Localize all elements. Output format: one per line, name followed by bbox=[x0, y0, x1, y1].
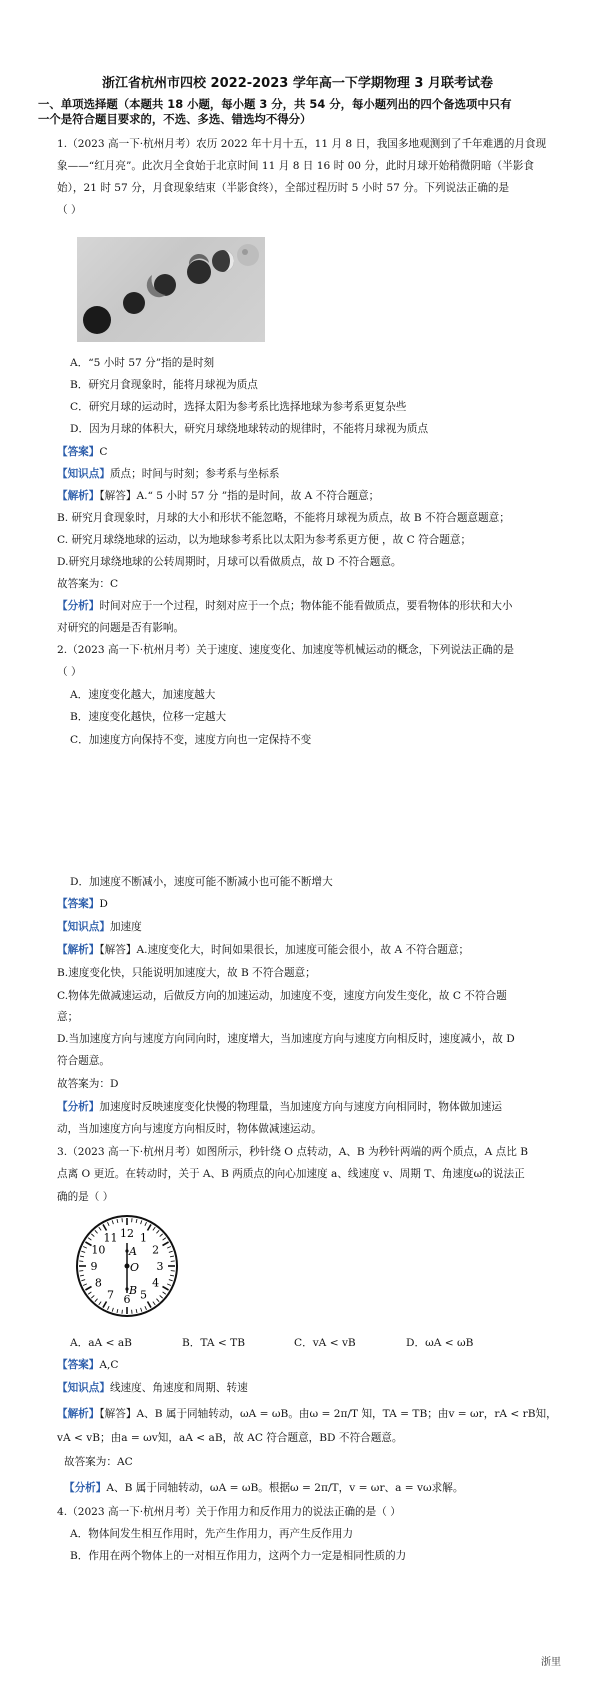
clock-tick bbox=[91, 1234, 94, 1237]
q3-summary-line-1 bbox=[64, 1481, 463, 1495]
q3-option-d: D．ωA < ωB bbox=[406, 1337, 474, 1349]
clock-tick bbox=[170, 1256, 174, 1257]
answer-tag: 【答案】 bbox=[57, 898, 100, 910]
clock-numeral: 8 bbox=[94, 1276, 102, 1290]
clock-tick bbox=[160, 1234, 163, 1237]
q4-stem-line-1: 4.（2023 高一下·杭州月考）关于作用力和反作用力的说法正确的是（ ） bbox=[57, 1506, 401, 1518]
q3-final-answer: 故答案为：AC bbox=[64, 1456, 133, 1468]
lunar-eclipse-photo bbox=[77, 237, 265, 342]
clock-numeral: 5 bbox=[140, 1288, 147, 1302]
q1-option-b: B．研究月食现象时，能将月球视为质点 bbox=[70, 379, 258, 391]
q3-stem-line-3: 确的是（ ） bbox=[57, 1191, 114, 1203]
analysis-tag: 【解析】 bbox=[57, 944, 100, 956]
q1-option-c: C．研究月球的运动时，选择太阳为参考系比选择地球为参考系更复杂些 bbox=[70, 401, 407, 413]
answer-value: D bbox=[99, 898, 108, 910]
clock-tick bbox=[117, 1219, 118, 1223]
clock-tick bbox=[136, 1219, 137, 1223]
clock-numeral: 6 bbox=[123, 1293, 131, 1306]
q2-stem-line-1: 2.（2023 高一下·杭州月考）关于速度、速度变化、加速度等机械运动的概念，下列说法正确的是 bbox=[57, 644, 514, 656]
q1-stem-line-2: 象——“红月亮”。此次月全食始于北京时间 11 月 8 日 16 时 00 分，此时月球开始稍微阴暗（半影食 bbox=[57, 160, 534, 172]
clock-tick bbox=[103, 1302, 107, 1308]
clock-tick bbox=[85, 1287, 91, 1291]
clock-tick bbox=[99, 1302, 101, 1305]
q3-analysis-line-2: vA < vB；由a = ωv知，aA < aB，故 AC 符合题意，BD 不符合题意。 bbox=[57, 1432, 403, 1444]
q1-summary-line-2: 对研究的问题是否有影响。 bbox=[57, 622, 185, 634]
clock-tick bbox=[163, 1287, 169, 1291]
q2-analysis-line-4b: 符合题意。 bbox=[57, 1055, 110, 1067]
q1-option-d: D．因为月球的体积大，研究月球绕地球转动的规律时，不能将月球视为质点 bbox=[70, 423, 429, 435]
knowledge-value: 加速度 bbox=[109, 921, 142, 933]
q2-option-c: C．加速度方向保持不变，速度方向也一定保持不变 bbox=[70, 734, 312, 746]
answer-tag: 【答案】 bbox=[57, 1359, 100, 1371]
point-b-label: B bbox=[129, 1284, 138, 1297]
q1-stem-line-3: 始），21 时 57 分，月食现象结束（半影食终），全部过程历时 5 小时 57 分。下列说法正确的是 bbox=[57, 182, 510, 194]
clock-tick bbox=[95, 1299, 98, 1302]
q1-stem-line-1: 1.（2023 高一下·杭州月考）农历 2022 年十月十五，11 月 8 日，我国多地观测到了千年难遇的月食现 bbox=[57, 138, 547, 150]
clock-tick bbox=[169, 1280, 173, 1281]
analysis-text: 【解答】A.速度变化大，时间如果很长，加速度可能会很小，故 A 不符合题意； bbox=[99, 944, 470, 956]
knowledge-value: 线速度、角速度和周期、转速 bbox=[109, 1382, 248, 1394]
clock-numeral: 12 bbox=[120, 1227, 134, 1240]
clock-tick bbox=[170, 1275, 174, 1276]
q3-knowledge-point bbox=[57, 1381, 248, 1395]
q1-analysis-line-4: D.研究月球绕地球的公转周期时，月球可以看做质点，故 D 不符合题意。 bbox=[57, 556, 402, 568]
q3-answer bbox=[57, 1358, 119, 1372]
knowledge-tag: 【知识点】 bbox=[57, 921, 110, 933]
q3-option-b: B．TA < TB bbox=[182, 1337, 245, 1349]
clock-tick bbox=[169, 1251, 173, 1252]
q2-analysis-line-1 bbox=[57, 943, 469, 957]
section-heading-line-1: 一、单项选择题（本题共 18 小题，每小题 3 分，共 54 分，每小题列出的四个备选项中只有 bbox=[38, 97, 512, 111]
q3-option-c: C．vA < vB bbox=[294, 1337, 356, 1349]
clock-numeral: 2 bbox=[152, 1243, 160, 1257]
clock-tick bbox=[80, 1275, 84, 1276]
clock-tick bbox=[136, 1309, 137, 1313]
document-title: 浙江省杭州市四校 2022-2023 学年高一下学期物理 3 月联考试卷 bbox=[102, 76, 493, 91]
clock-tick bbox=[163, 1242, 169, 1246]
clock-tick bbox=[141, 1220, 142, 1224]
clock-tick bbox=[145, 1222, 147, 1226]
clock-tick bbox=[148, 1224, 152, 1230]
clock-diagram bbox=[74, 1213, 180, 1319]
q2-option-d: D．加速度不断减小，速度可能不断减小也可能不断增大 bbox=[70, 876, 333, 888]
q2-answer bbox=[57, 897, 108, 911]
summary-tag: 【分析】 bbox=[57, 600, 100, 612]
q2-summary-line-2: 动，当加速度方向与速度方向相反时，物体做减速运动。 bbox=[57, 1123, 322, 1135]
q2-final-answer: 故答案为：D bbox=[57, 1078, 119, 1090]
clock-tick bbox=[160, 1295, 163, 1298]
q2-answer-paren: （ ） bbox=[57, 666, 82, 678]
answer-tag: 【答案】 bbox=[57, 446, 100, 458]
q2-analysis-line-4: D.当加速度方向与速度方向同向时，速度增大，当加速度方向与速度方向相反时，速度减小，故 D bbox=[57, 1033, 515, 1045]
clock-tick bbox=[163, 1292, 166, 1294]
clock-numeral: 11 bbox=[103, 1231, 118, 1245]
clock-tick bbox=[117, 1309, 118, 1313]
q1-analysis-line-1 bbox=[57, 489, 379, 503]
clock-tick bbox=[145, 1306, 147, 1310]
q1-knowledge-point bbox=[57, 467, 279, 481]
clock-tick bbox=[112, 1308, 113, 1312]
q1-analysis-line-2: B. 研究月食现象时，月球的大小和形状不能忽略，不能将月球视为质点，故 B 不符合题意题意； bbox=[57, 512, 510, 524]
clock-tick bbox=[80, 1256, 84, 1257]
q1-analysis-line-3: C. 研究月球绕地球的运动，以为地球参考系比以太阳为参考系更方便 ，故 C 符合题意； bbox=[57, 534, 472, 546]
clock-tick bbox=[81, 1280, 85, 1281]
clock-tick bbox=[156, 1230, 159, 1233]
clock-tick bbox=[99, 1227, 101, 1230]
summary-text: 时间对应于一个过程，时刻对应于一个点；物体能不能看做质点，要看物体的形状和大小 bbox=[99, 600, 513, 612]
q1-option-a: A．“5 小时 57 分”指的是时刻 bbox=[70, 357, 215, 369]
answer-value: A,C bbox=[99, 1359, 119, 1371]
clock-numeral: 4 bbox=[152, 1276, 160, 1290]
clock-tick bbox=[163, 1238, 166, 1240]
clock-tick bbox=[107, 1306, 109, 1310]
clock-numeral: 3 bbox=[156, 1260, 164, 1273]
knowledge-tag: 【知识点】 bbox=[57, 468, 110, 480]
analysis-tag: 【解析】 bbox=[57, 1408, 100, 1420]
clock-tick bbox=[83, 1246, 87, 1248]
clock-tick bbox=[83, 1284, 87, 1286]
summary-tag: 【分析】 bbox=[64, 1482, 107, 1494]
section-heading-line-2: 一个是符合题目要求的，不选、多选、错选均不得分） bbox=[38, 112, 312, 126]
analysis-text: 【解答】A、B 属于同轴转动，ωA = ωB。由ω = 2π/T 知，TA = TB；由v = ωr，rA < rB知， bbox=[99, 1408, 557, 1420]
clock-tick bbox=[95, 1230, 98, 1233]
q3-stem-line-2: 点离 O 更近。在转动时，关于 A、B 两质点的向心加速度 a、线速度 v、周期 T、角速度ω的说法正 bbox=[57, 1168, 525, 1180]
q1-answer bbox=[57, 445, 107, 459]
clock-tick bbox=[153, 1302, 155, 1305]
knowledge-value: 质点；时间与时刻；参考系与坐标系 bbox=[109, 468, 280, 480]
summary-text: A、B 属于同轴转动，ωA = ωB。根据ω = 2π/T，v = ωr、a = vω求解。 bbox=[106, 1482, 464, 1494]
point-o-label: O bbox=[130, 1261, 140, 1274]
q2-analysis-line-3b: 意； bbox=[57, 1011, 79, 1023]
clock-tick bbox=[141, 1308, 142, 1312]
q2-knowledge-point bbox=[57, 920, 142, 934]
q2-analysis-line-3: C.物体先做减速运动，后做反方向的加速运动，加速度不变，速度方向发生变化，故 C 不符合题 bbox=[57, 990, 507, 1002]
analysis-tag: 【解析】 bbox=[57, 490, 100, 502]
clock-numeral: 7 bbox=[107, 1288, 114, 1302]
clock-tick bbox=[107, 1222, 109, 1226]
q2-option-a: A．速度变化越大，加速度越大 bbox=[70, 689, 216, 701]
summary-tag: 【分析】 bbox=[57, 1101, 100, 1113]
clock-tick bbox=[167, 1246, 171, 1248]
lunar-eclipse-image bbox=[77, 237, 265, 342]
clock-tick bbox=[91, 1295, 94, 1298]
clock-tick bbox=[167, 1284, 171, 1286]
point-a-label: A bbox=[129, 1245, 137, 1258]
pivot-point bbox=[125, 1264, 130, 1269]
q3-stem-line-1: 3.（2023 高一下·杭州月考）如图所示，秒针绕 O 点转动，A、B 为秒针两端的两个质点，A 点比 B bbox=[57, 1146, 528, 1158]
clock-tick bbox=[81, 1251, 85, 1252]
q1-answer-paren: （ ） bbox=[57, 204, 82, 216]
q1-final-answer: 故答案为：C bbox=[57, 578, 119, 590]
clock-tick bbox=[156, 1299, 159, 1302]
q4-option-b: B．作用在两个物体上的一对相互作用力，这两个力一定是相同性质的力 bbox=[70, 1550, 407, 1562]
q3-analysis-line-1 bbox=[57, 1407, 557, 1421]
q2-option-b: B．速度变化越快，位移一定越大 bbox=[70, 711, 227, 723]
answer-value: C bbox=[99, 446, 108, 458]
analysis-text: 【解答】A.“ 5 小时 57 分 ”指的是时间，故 A 不符合题意； bbox=[99, 490, 380, 502]
q4-option-a: A．物体间发生相互作用时，先产生作用力，再产生反作用力 bbox=[70, 1528, 354, 1540]
clock-tick bbox=[103, 1224, 107, 1230]
clock-tick bbox=[148, 1302, 152, 1308]
knowledge-tag: 【知识点】 bbox=[57, 1382, 110, 1394]
clock-numeral: 9 bbox=[90, 1260, 98, 1273]
q3-option-a: A．aA < aB bbox=[70, 1337, 132, 1349]
page-footer: 浙里 bbox=[541, 1657, 561, 1668]
summary-text: 加速度时反映速度变化快慢的物理量，当加速度方向与速度方向相同时，物体做加速运 bbox=[99, 1101, 502, 1113]
clock-tick bbox=[112, 1220, 113, 1224]
clock-tick bbox=[153, 1227, 155, 1230]
q2-summary-line-1 bbox=[57, 1100, 502, 1114]
clock-tick bbox=[88, 1292, 91, 1294]
q1-summary-line-1 bbox=[57, 599, 513, 613]
clock-numeral: 10 bbox=[91, 1243, 106, 1257]
clock-numeral: 1 bbox=[140, 1231, 147, 1245]
clock-tick bbox=[88, 1238, 91, 1240]
q2-analysis-line-2: B.速度变化快，只能说明加速度大，故 B 不符合题意； bbox=[57, 967, 316, 979]
